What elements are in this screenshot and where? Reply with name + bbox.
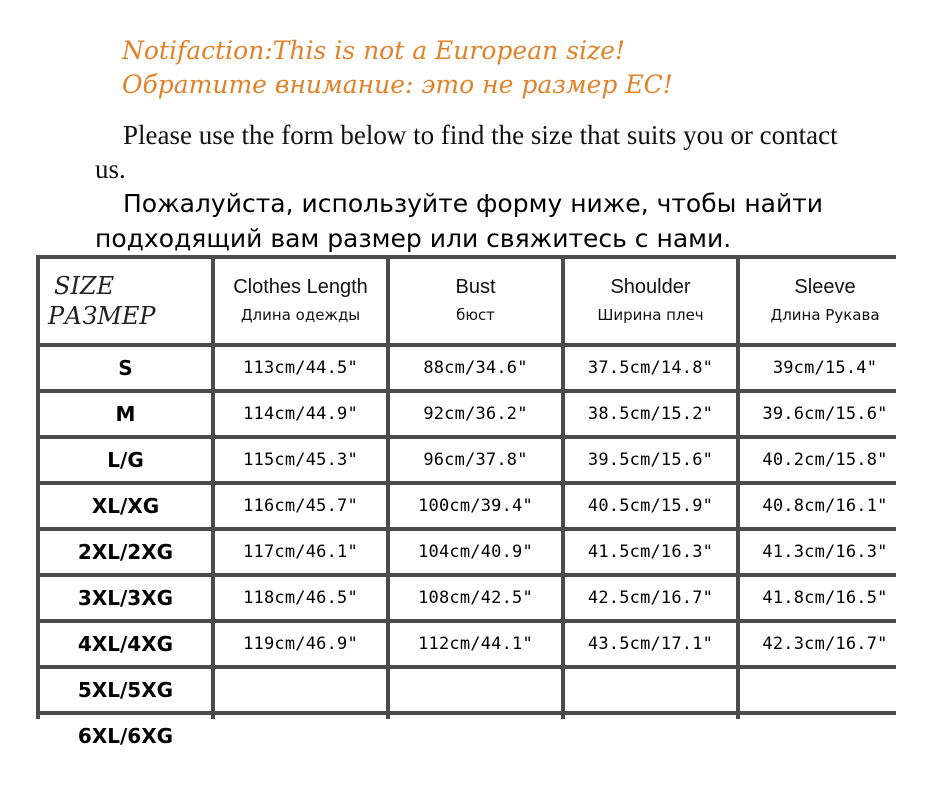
measurement-cell: 42.5cm/16.7" bbox=[565, 577, 736, 619]
measurement-cell bbox=[740, 669, 910, 711]
measurement-cell: 114cm/44.9" bbox=[215, 393, 386, 435]
measurement-cell bbox=[215, 669, 386, 711]
column-header-label: Shoulder bbox=[610, 276, 691, 298]
measurement-cell bbox=[565, 669, 736, 711]
measurement-cell bbox=[215, 715, 386, 757]
measurement-cell: 113cm/44.5" bbox=[215, 347, 386, 389]
size-notice bbox=[122, 34, 673, 102]
measurement-cell bbox=[740, 715, 910, 757]
size-label-cell: 6XL/6XG bbox=[40, 715, 211, 757]
column-header-sleeve bbox=[740, 259, 910, 343]
measurement-cell: 116cm/45.7" bbox=[215, 485, 386, 527]
measurement-cell: 100cm/39.4" bbox=[390, 485, 561, 527]
measurement-cell: 38.5cm/15.2" bbox=[565, 393, 736, 435]
size-label-cell: L/G bbox=[40, 439, 211, 481]
instructions-russian: Пожалуйста, используйте форму ниже, чтобы найти подходящий вам размер или свяжитесь с нами. bbox=[95, 189, 824, 253]
column-header-sublabel: бюст bbox=[456, 306, 495, 324]
measurement-cell: 104cm/40.9" bbox=[390, 531, 561, 573]
size-label-cell: 2XL/2XG bbox=[40, 531, 211, 573]
measurement-cell: 41.5cm/16.3" bbox=[565, 531, 736, 573]
measurement-cell: 37.5cm/14.8" bbox=[565, 347, 736, 389]
size-label-cell: M bbox=[40, 393, 211, 435]
size-label-cell: S bbox=[40, 347, 211, 389]
measurement-cell: 118cm/46.5" bbox=[215, 577, 386, 619]
column-header-sublabel: Длина Рукава bbox=[770, 306, 880, 324]
measurement-cell: 119cm/46.9" bbox=[215, 623, 386, 665]
measurement-cell: 108cm/42.5" bbox=[390, 577, 561, 619]
size-header-cell bbox=[40, 259, 211, 343]
measurement-cell: 43.5cm/17.1" bbox=[565, 623, 736, 665]
column-header-label: Sleeve bbox=[794, 276, 856, 298]
measurement-cell: 92cm/36.2" bbox=[390, 393, 561, 435]
column-header-label: Bust bbox=[455, 276, 496, 298]
measurement-cell: 112cm/44.1" bbox=[390, 623, 561, 665]
column-header-sublabel: Ширина плеч bbox=[597, 306, 704, 324]
column-header-shoulder bbox=[565, 259, 736, 343]
size-chart-table bbox=[36, 255, 896, 748]
column-header-clothes-length bbox=[215, 259, 386, 343]
measurement-cell: 40.2cm/15.8" bbox=[740, 439, 910, 481]
notice-russian: Обратите внимание: это не размер ЕС! bbox=[122, 70, 673, 99]
measurement-cell: 42.3cm/16.7" bbox=[740, 623, 910, 665]
measurement-cell: 117cm/46.1" bbox=[215, 531, 386, 573]
measurement-cell: 88cm/34.6" bbox=[390, 347, 561, 389]
size-label-cell: XL/XG bbox=[40, 485, 211, 527]
column-header-label: Clothes Length bbox=[233, 276, 368, 298]
column-header-bust bbox=[390, 259, 561, 343]
measurement-cell: 96cm/37.8" bbox=[390, 439, 561, 481]
size-label-cell: 3XL/3XG bbox=[40, 577, 211, 619]
measurement-cell bbox=[390, 715, 561, 757]
size-header-russian: РАЗМЕР bbox=[48, 302, 156, 330]
measurement-cell: 39cm/15.4" bbox=[740, 347, 910, 389]
measurement-cell: 39.5cm/15.6" bbox=[565, 439, 736, 481]
measurement-cell bbox=[390, 669, 561, 711]
column-header-sublabel: Длина одежды bbox=[240, 306, 361, 324]
measurement-cell: 41.8cm/16.5" bbox=[740, 577, 910, 619]
measurement-cell: 40.5cm/15.9" bbox=[565, 485, 736, 527]
measurement-cell bbox=[565, 715, 736, 757]
size-label-cell: 5XL/5XG bbox=[40, 669, 211, 711]
measurement-cell: 41.3cm/16.3" bbox=[740, 531, 910, 573]
instructions-english: Please use the form below to find the size that suits you or contact us. bbox=[95, 120, 838, 184]
measurement-cell: 40.8cm/16.1" bbox=[740, 485, 910, 527]
size-label-cell: 4XL/4XG bbox=[40, 623, 211, 665]
size-header-english: SIZE bbox=[54, 272, 115, 300]
measurement-cell: 115cm/45.3" bbox=[215, 439, 386, 481]
notice-english: Notifaction:This is not a European size! bbox=[122, 36, 626, 65]
measurement-cell: 39.6cm/15.6" bbox=[740, 393, 910, 435]
